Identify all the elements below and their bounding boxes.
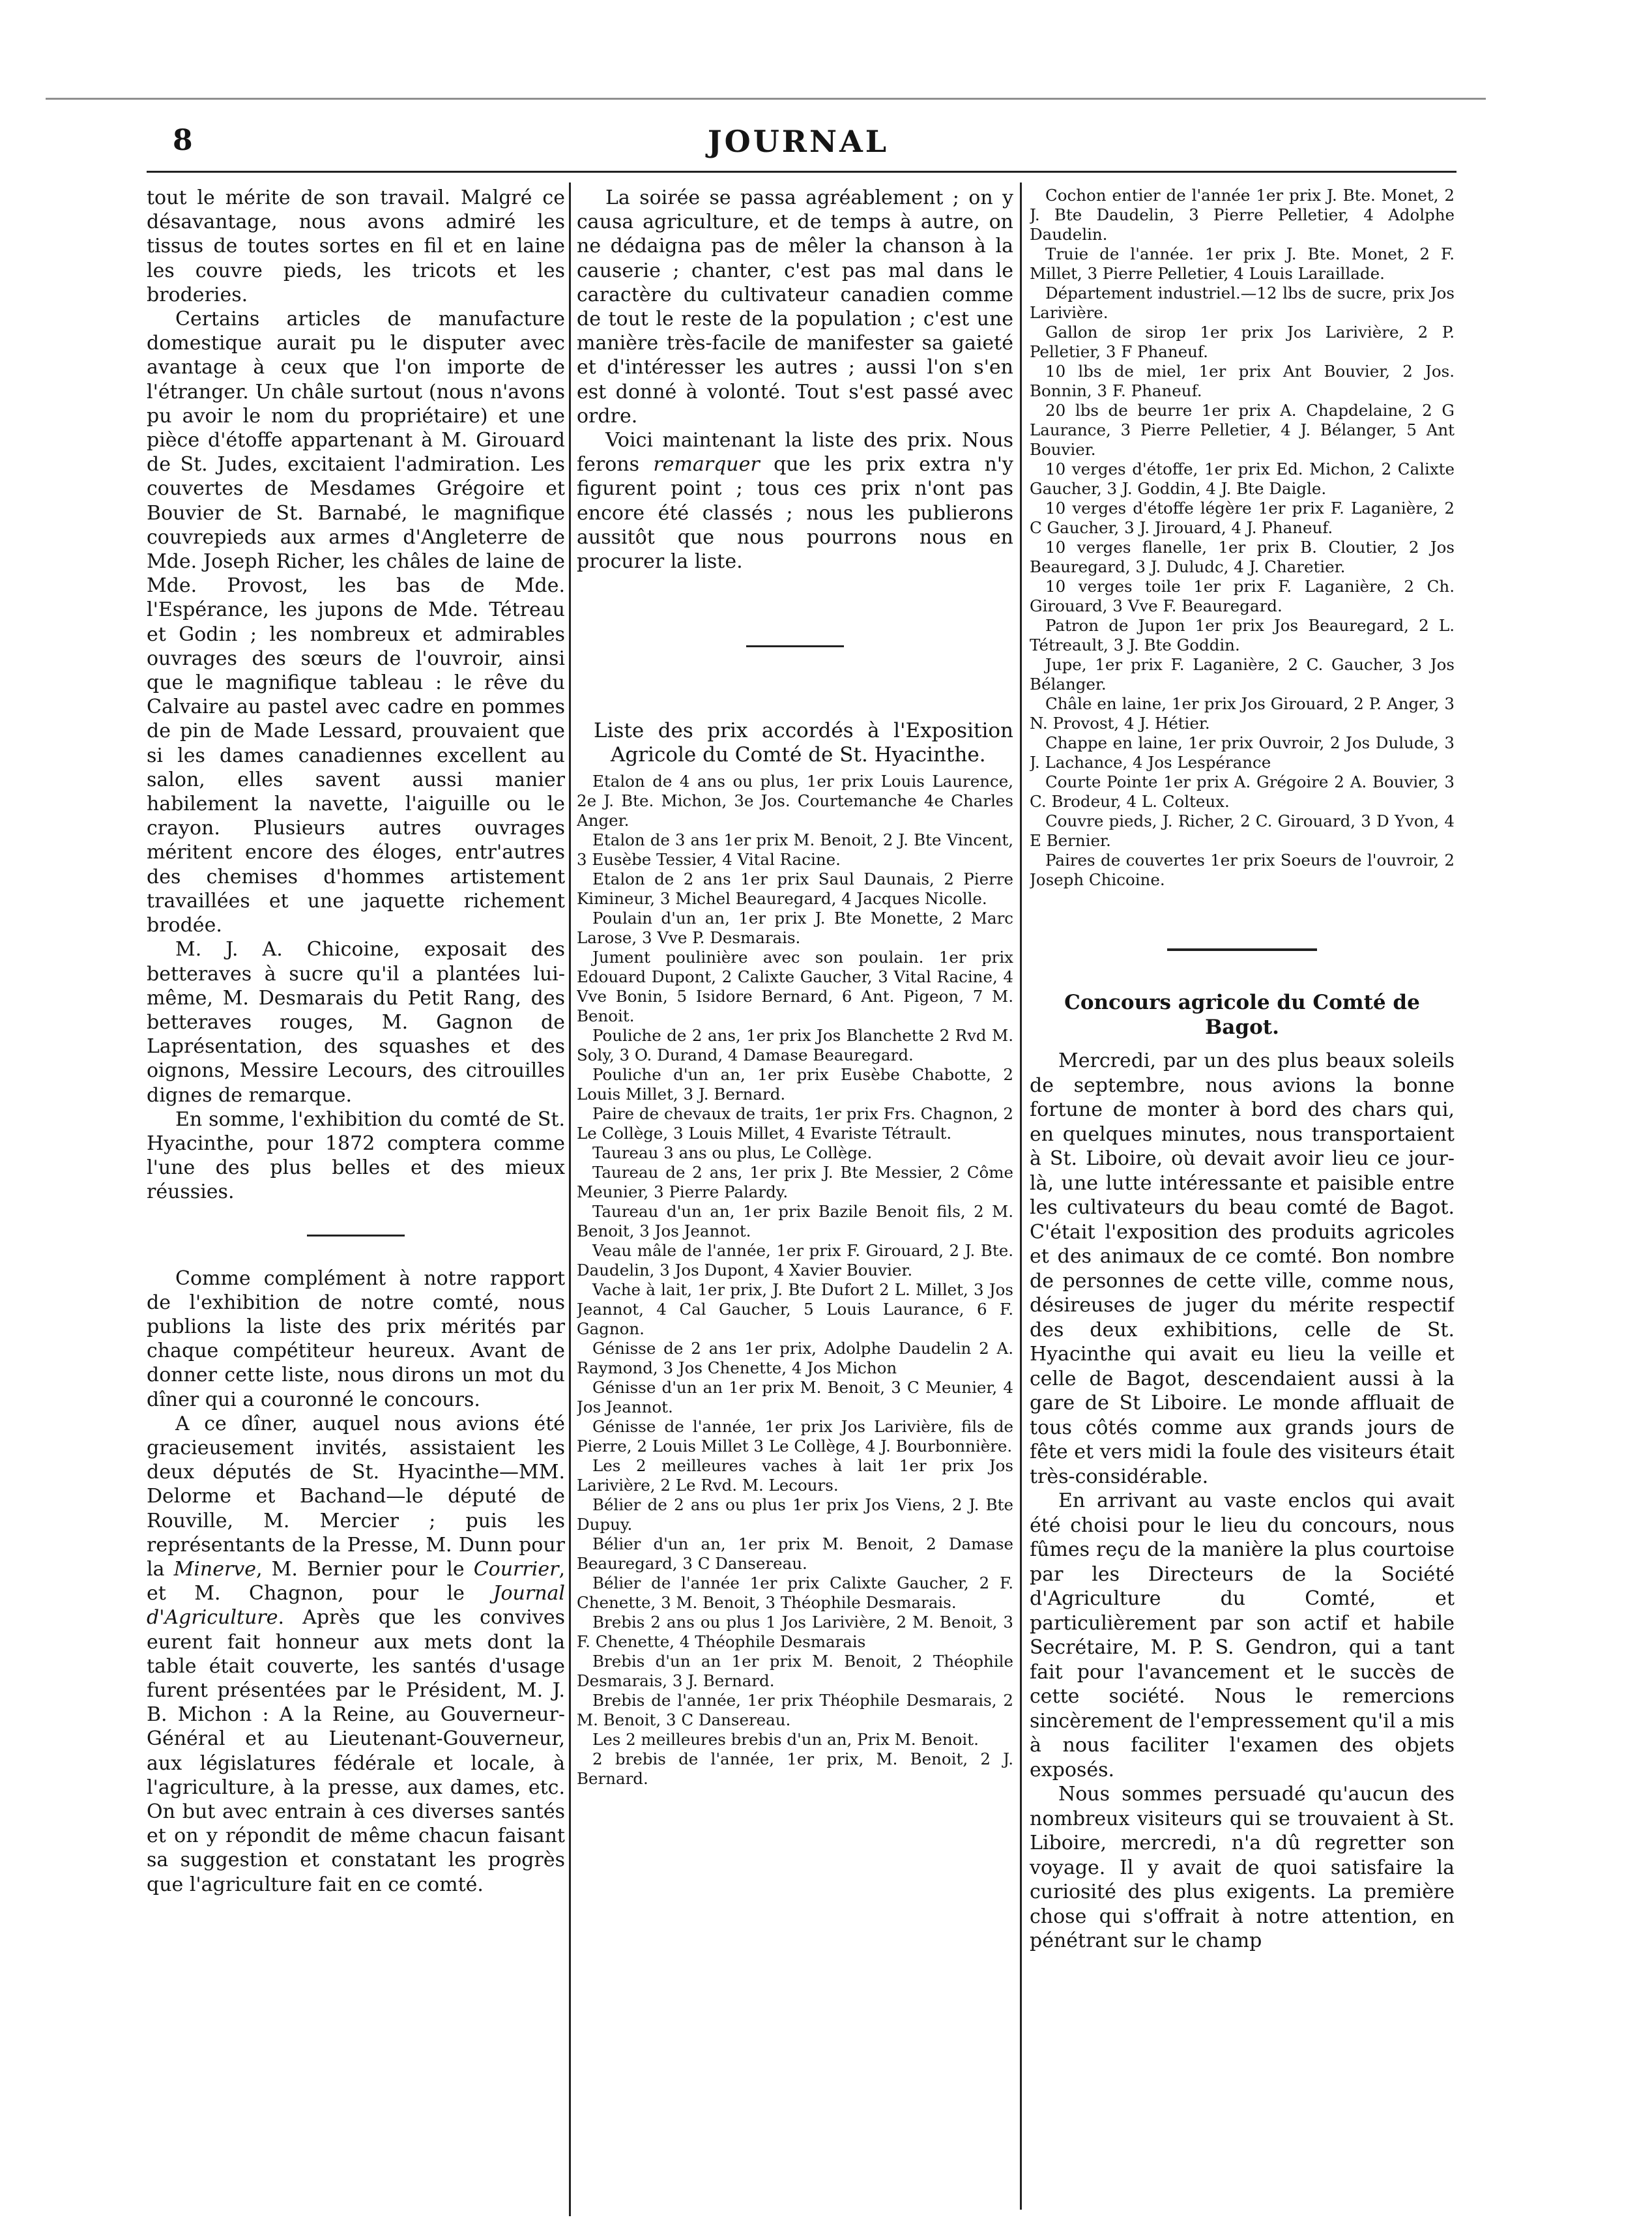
paragraph: A ce dîner, auquel nous avions été gracieusement invités, assistaient les deux députés de St. Hyacinthe—MM. Delorme et Bachand—le député de Rouville, M. Mercier ; puis les représentants de la Presse, M. Dunn pour la Minerve, M. Bernier pour le Courrier, et M. Chagnon, pour le Journal d'Agriculture. Après que les convives eurent fait honneur aux mets dont la table était couverte, les santés d'usage furent présentées par le Président, M. J. B. Michon : A la Reine, au Gouverneur-Général et au Lieutenant-Gouverneur, aux législatures fédérale et locale, à l'agriculture, à la presse, aux dames, etc. On but avec entrain à ces diverses santés et on y répondit de même chacun faisant sa suggestion et constatant les progrès que l'agriculture fait en ce comté.: [147, 1412, 565, 1896]
prize-entry: Veau mâle de l'année, 1er prix F. Girouard, 2 J. Bte. Daudelin, 3 Jos Dupont, 4 Xavier Bouvier.: [577, 1240, 1013, 1280]
prize-entry: Département industriel.—12 lbs de sucre, prix Jos Larivière.: [1030, 284, 1455, 322]
prize-entry: 10 verges d'étoffe, 1er prix Ed. Michon, 2 Calixte Gaucher, 3 J. Goddin, 4 J. Bte Daigle.: [1030, 460, 1455, 498]
paragraph: Voici maintenant la liste des prix. Nous ferons remarquer que les prix extra n'y figurent point ; tous ces prix n'ont pas encore été classés ; nous les publierons aussitôt que nous pourrons nous en procurer la liste.: [577, 429, 1013, 574]
newspaper-name: Minerve: [173, 1557, 257, 1581]
paragraph: Certains articles de manufacture domestique aurait pu le disputer avec avantage à ceux que l'on importe de l'étranger. Un châle surtout (nous n'avons pu avoir le nom du propriétaire) et une pièce d'étoffe appartenant à M. Girouard de St. Judes, excitaient l'admiration. Les couvertes de Mesdames Grégoire et Bouvier de St. Barnabé, le magnifique couvrepieds aux armes d'Angleterre de Mde. Joseph Richer, les châles de laine de Mde. Provost, les bas de Mde. l'Espérance, les jupons de Mde. Tétreau et Godin ; les nombreux et admirables ouvrages des sœurs de l'ouvroir, ainsi que le magnifique tableau : le rêve du Calvaire au pastel avec cadre en pommes de pin de Made Lessard, prouvaient que si les dames canadiennes excellent au salon, elles savent aussi manier habilement la navette, l'aiguille ou le crayon. Plusieurs autres ouvrages méritent encore des éloges, entr'autres des chemises d'hommes artistement travaillées et une jaquette richement brodée.: [147, 308, 565, 937]
page-header: [147, 124, 1450, 169]
prize-entry: Chappe en laine, 1er prix Ouvroir, 2 Jos Dulude, 3 J. Lachance, 4 Jos Lespérance: [1030, 733, 1455, 772]
section-heading: Concours agricole du Comté de Bagot.: [1064, 991, 1420, 1039]
prize-entry: Truie de l'année. 1er prix J. Bte. Monet, 2 F. Millet, 3 Pierre Pelletier, 4 Louis Laraillade.: [1030, 244, 1455, 283]
prize-entry: Génisse d'un an 1er prix M. Benoit, 3 C Meunier, 4 Jos Jeannot.: [577, 1377, 1013, 1416]
prize-entry: Courte Pointe 1er prix A. Grégoire 2 A. Bouvier, 3 C. Brodeur, 4 L. Colteux.: [1030, 772, 1455, 811]
prize-entry: Brebis d'un an 1er prix M. Benoit, 2 Théophile Desmarais, 3 J. Bernard.: [577, 1651, 1013, 1690]
prize-entry: 10 verges toile 1er prix F. Laganière, 2 Ch. Girouard, 3 Vve F. Beauregard.: [1030, 577, 1455, 615]
prize-entry: Bélier d'un an, 1er prix M. Benoit, 2 Damase Beauregard, 3 C Dansereau.: [577, 1534, 1013, 1573]
prize-entry: Les 2 meilleures vaches à lait 1er prix Jos Larivière, 2 Le Rvd. M. Lecours.: [577, 1456, 1013, 1495]
prize-entry: Les 2 meilleures brebis d'un an, Prix M. Benoit.: [592, 1729, 979, 1749]
prize-entry: 10 lbs de miel, 1er prix Ant Bouvier, 2 Jos. Bonnin, 3 F. Phaneuf.: [1030, 362, 1455, 400]
prize-entry: Bélier de 2 ans ou plus 1er prix Jos Viens, 2 J. Bte Dupuy.: [577, 1495, 1013, 1534]
page-number: 8: [173, 124, 193, 157]
prize-entry: Cochon entier de l'année 1er prix J. Bte. Monet, 2 J. Bte Daudelin, 3 Pierre Pelletier, 4 Adolphe Daudelin.: [1030, 186, 1455, 244]
prize-list: [1030, 186, 1455, 890]
section-separator: [746, 645, 844, 647]
prize-entry: Paires de couvertes 1er prix Soeurs de l'ouvroir, 2 Joseph Chicoine.: [1030, 851, 1455, 889]
column-rule-2: [1020, 183, 1022, 2210]
paragraph: Comme complément à notre rapport de l'exhibition de notre comté, nous publions la liste des prix mérités par chaque compétiteur heureux. Avant de donner cette liste, nous dirons un mot du dîner qui a couronné le concours.: [147, 1266, 565, 1411]
prize-entry: 10 verges d'étoffe légère 1er prix F. Laganière, 2 C Gaucher, 3 J. Jirouard, 4 J. Phaneuf.: [1030, 499, 1455, 537]
prize-entry: Couvre pieds, J. Richer, 2 C. Girouard, 3 D Yvon, 4 E Bernier.: [1030, 812, 1455, 850]
prize-list-title: Liste des prix accordés à l'Exposition Agricole du Comté de St. Hyacinthe.: [594, 719, 1013, 767]
prize-entry: Pouliche d'un an, 1er prix Eusèbe Chabotte, 2 Louis Millet, 3 J. Bernard.: [577, 1064, 1013, 1104]
prize-entry: Brebis de l'année, 1er prix Théophile Desmarais, 2 M. Benoit, 3 C Dansereau.: [577, 1690, 1013, 1729]
prize-entry: Taureau d'un an, 1er prix Bazile Benoit fils, 2 M. Benoit, 3 Jos Jeannot.: [577, 1201, 1013, 1240]
prize-entry: Etalon de 3 ans 1er prix M. Benoit, 2 J. Bte Vincent, 3 Eusèbe Tessier, 4 Vital Racine.: [577, 830, 1013, 869]
newspaper-name: Journal d'Agriculture: [147, 1582, 565, 1630]
prize-entry: Pouliche de 2 ans, 1er prix Jos Blanchette 2 Rvd M. Soly, 3 O. Durand, 4 Damase Beauregard.: [577, 1025, 1013, 1064]
column-rule-1: [569, 183, 571, 2216]
prize-entry: Etalon de 4 ans ou plus, 1er prix Louis Laurence, 2e J. Bte. Michon, 3e Jos. Courtemanche 4e Charles Anger.: [577, 771, 1013, 830]
prize-entry: Patron de Jupon 1er prix Jos Beauregard, 2 L. Tétreault, 3 J. Bte Goddin.: [1030, 616, 1455, 654]
paragraph: Nous sommes persuadé qu'aucun des nombreux visiteurs qui se trouvaient à St. Liboire, mercredi, n'a dû regretter son voyage. Il y avait de quoi satisfaire la curiosité des plus exigents. La première chose qui s'offrait à notre attention, en pénétrant sur le champ: [1030, 1783, 1455, 1952]
prize-list: [577, 772, 1013, 1789]
journal-title: JOURNAL: [707, 124, 890, 159]
paragraph: En somme, l'exhibition du comté de St. Hyacinthe, pour 1872 comptera comme l'une des plus belles et des mieux réussies.: [147, 1107, 565, 1204]
prize-entry: Gallon de sirop 1er prix Jos Larivière, 2 P. Pelletier, 3 F Phaneuf.: [1030, 323, 1455, 361]
prize-entry: Vache à lait, 1er prix, J. Bte Dufort 2 L. Millet, 3 Jos Jeannot, 4 Cal Gaucher, 5 Louis Laurance, 6 F. Gagnon.: [577, 1280, 1013, 1338]
column-2: [577, 186, 1013, 2219]
prize-entry: 2 brebis de l'année, 1er prix, M. Benoit, 2 J. Bernard.: [577, 1749, 1013, 1788]
header-rule: [147, 171, 1456, 173]
paragraph: En arrivant au vaste enclos qui avait été choisi pour le lieu du concours, nous fûmes reçu de la manière la plus courtoise par les Directeurs de la Société d'Agriculture du Comté, et particulièrement par son actif et habile Secrétaire, M. P. S. Gendron, qui a tant fait pour l'avancement et le succès de cette société. Nous le remercions sincèrement de l'empressement qu'il a mis à nous faciliter l'examen des objets exposés.: [1030, 1489, 1455, 1781]
prize-entry: Taureau de 2 ans, 1er prix J. Bte Messier, 2 Côme Meunier, 3 Pierre Palardy.: [577, 1162, 1013, 1201]
prize-entry: Génisse de 2 ans 1er prix, Adolphe Daudelin 2 A. Raymond, 3 Jos Chenette, 4 Jos Michon: [577, 1338, 1013, 1377]
prize-entry: Jupe, 1er prix F. Laganière, 2 C. Gaucher, 3 Jos Bélanger.: [1030, 655, 1455, 694]
prize-entry: 20 lbs de beurre 1er prix A. Chapdelaine, 2 G Laurance, 3 Pierre Pelletier, 4 J. Bélanger, 5 Ant Bouvier.: [1030, 401, 1455, 459]
column-1: [147, 186, 565, 2232]
prize-entry: Paire de chevaux de traits, 1er prix Frs. Chagnon, 2 Le Collège, 3 Louis Millet, 4 Evariste Tétrault.: [577, 1104, 1013, 1143]
prize-entry: Jument poulinière avec son poulain. 1er prix Edouard Dupont, 2 Calixte Gaucher, 3 Vital Racine, 4 Vve Bonin, 5 Isidore Bernard, 6 Ant. Pigeon, 7 M. Benoit.: [577, 947, 1013, 1025]
paragraph: tout le mérite de son travail. Malgré ce désavantage, nous avons admiré les tissus de toutes sortes en fil et en laine les couvre pieds, les tricots et les broderies.: [147, 186, 565, 306]
prize-entry: 10 verges flanelle, 1er prix B. Cloutier, 2 Jos Beauregard, 3 J. Duludc, 4 J. Charetier.: [1030, 538, 1455, 576]
prize-entry: Génisse de l'année, 1er prix Jos Larivière, fils de Pierre, 2 Louis Millet 3 Le Collège, 4 J. Bourbonnière.: [577, 1416, 1013, 1456]
paragraph: Mercredi, par un des plus beaux soleils de septembre, nous avions la bonne fortune de monter à bord des chars qui, en quelques minutes, nous transportaient à St. Liboire, où devait avoir lieu ce jour-là, une lutte intéressante et paisible entre les cultivateurs du beau comté de Bagot. C'était l'exposition des produits agricoles et des animaux de ce comté. Bon nombre de personnes de cette ville, comme nous, désireuses de juger du mérite respectif des deux exhibitions, celle de St. Hyacinthe qui avait eu lieu la veille et celle de Bagot, descendaient aussi à la gare de St Liboire. Le monde affluait de tous côtés comme aux grands jours de fête et vers midi la foule des visiteurs était très-considérable.: [1030, 1049, 1455, 1488]
column-3: [1030, 186, 1455, 2219]
prize-entry: Etalon de 2 ans 1er prix Saul Daunais, 2 Pierre Kimineur, 3 Michel Beauregard, 4 Jacques Nicolle.: [577, 869, 1013, 908]
ornament-separator: [1167, 948, 1317, 951]
prize-entry: Brebis 2 ans ou plus 1 Jos Larivière, 2 M. Benoit, 3 F. Chenette, 4 Théophile Desmarais: [577, 1612, 1013, 1651]
paragraph: La soirée se passa agréablement ; on y causa agriculture, et de temps à autre, on ne dédaigna pas de mêler la chanson à la causerie ; chanter, c'est pas mal dans le caractère du cultivateur canadien comme de tout le reste de la population ; c'est une manière très-facile de manifester sa gaieté et d'intéresser les autres ; aussi l'on s'en est donné à volonté. Tout s'est passé avec ordre.: [577, 186, 1013, 428]
prize-entry: Poulain d'un an, 1er prix J. Bte Monette, 2 Marc Larose, 3 Vve P. Desmarais.: [577, 908, 1013, 947]
newspaper-name: Courrier: [473, 1557, 559, 1581]
prize-entry: Bélier de l'année 1er prix Calixte Gaucher, 2 F. Chenette, 3 M. Benoit, 3 Théophile Desmarais.: [577, 1573, 1013, 1612]
prize-entry: Châle en laine, 1er prix Jos Girouard, 2 P. Anger, 3 N. Provost, 4 J. Hétier.: [1030, 694, 1455, 733]
prize-entry: Taureau 3 ans ou plus, Le Collège.: [592, 1143, 873, 1162]
section-separator: [307, 1235, 405, 1237]
paragraph: M. J. A. Chicoine, exposait des betteraves à sucre qu'il a plantées lui-même, M. Desmarais du Petit Rang, des betteraves rouges, M. Gagnon de Laprésentation, des squashes et des oignons, Messire Lecours, des citrouilles dignes de remarque.: [147, 938, 565, 1107]
top-rule: [46, 98, 1486, 100]
